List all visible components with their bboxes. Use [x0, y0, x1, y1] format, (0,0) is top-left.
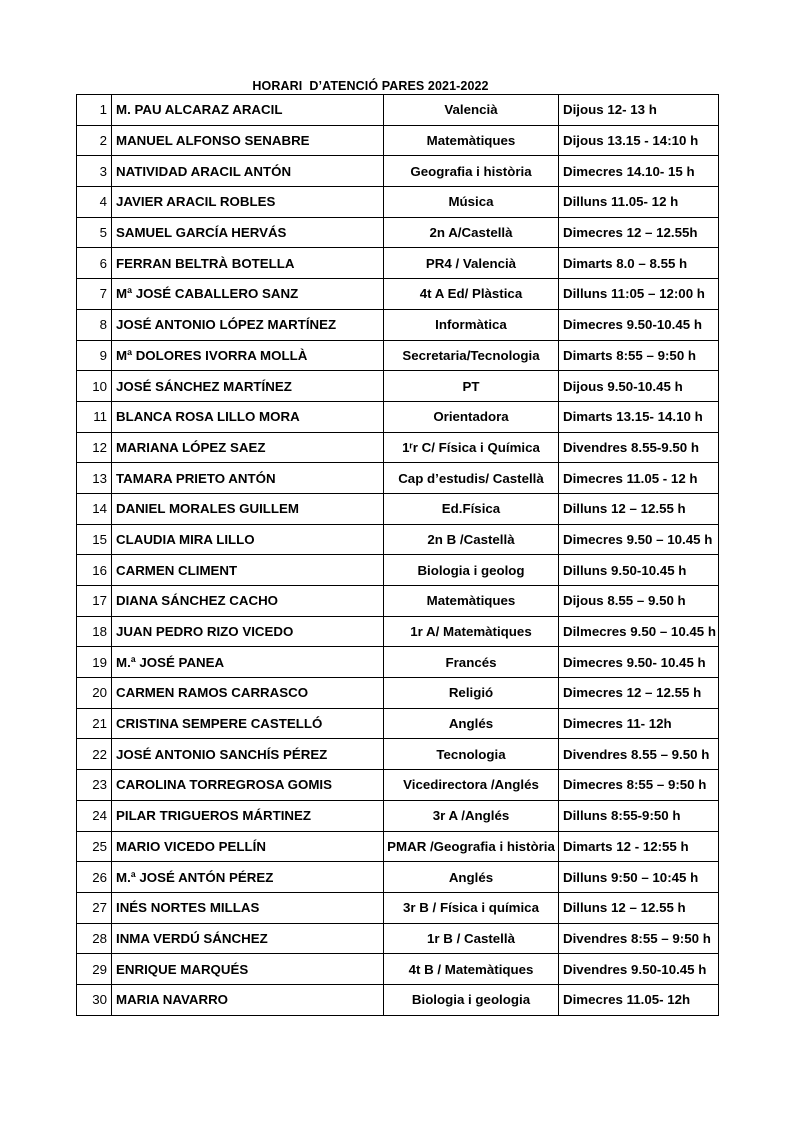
schedule-time: Dimecres 8:55 – 9:50 h: [559, 770, 719, 801]
row-number: 5: [77, 217, 112, 248]
table-row: [77, 739, 719, 770]
row-number: 4: [77, 187, 112, 218]
schedule-time: Dimecres 11.05 - 12 h: [559, 463, 719, 494]
subject-cell: Religió: [384, 678, 559, 709]
subject-cell: PR4 / Valencià: [384, 248, 559, 279]
subject-cell: Matemàtiques: [384, 125, 559, 156]
subject-cell: Francés: [384, 647, 559, 678]
subject-cell: 2n A/Castellà: [384, 217, 559, 248]
document-title: HORARI D’ATENCIÓ PARES 2021-2022: [252, 79, 489, 93]
row-number: 24: [77, 800, 112, 831]
row-number: 21: [77, 708, 112, 739]
teacher-name: JOSÉ SÁNCHEZ MARTÍNEZ: [112, 371, 384, 402]
teacher-name: TAMARA PRIETO ANTÓN: [112, 463, 384, 494]
schedule-time: Dimarts 13.15- 14.10 h: [559, 401, 719, 432]
schedule-time: Dijous 13.15 - 14:10 h: [559, 125, 719, 156]
teacher-name: JOSÉ ANTONIO LÓPEZ MARTÍNEZ: [112, 309, 384, 340]
teacher-name: SAMUEL GARCÍA HERVÁS: [112, 217, 384, 248]
table-row: [77, 279, 719, 310]
table-row: [77, 95, 719, 126]
table-row: [77, 923, 719, 954]
table-row: [77, 248, 719, 279]
table-row: [77, 586, 719, 617]
schedule-table-body: [77, 95, 719, 1016]
teacher-name: MANUEL ALFONSO SENABRE: [112, 125, 384, 156]
table-row: [77, 862, 719, 893]
subject-cell: Vicedirectora /Anglés: [384, 770, 559, 801]
schedule-time: Dijous 9.50-10.45 h: [559, 371, 719, 402]
row-number: 25: [77, 831, 112, 862]
table-row: [77, 770, 719, 801]
teacher-name: M. PAU ALCARAZ ARACIL: [112, 95, 384, 126]
schedule-time: Dimecres 9.50 – 10.45 h: [559, 524, 719, 555]
row-number: 28: [77, 923, 112, 954]
row-number: 11: [77, 401, 112, 432]
schedule-time: Dimecres 9.50- 10.45 h: [559, 647, 719, 678]
subject-cell: Valencià: [384, 95, 559, 126]
table-row: [77, 217, 719, 248]
teacher-name: JOSÉ ANTONIO SANCHÍS PÉREZ: [112, 739, 384, 770]
schedule-time: Dimecres 11- 12h: [559, 708, 719, 739]
table-row: [77, 432, 719, 463]
teacher-name: MARIA NAVARRO: [112, 984, 384, 1015]
subject-cell: 1r B / Castellà: [384, 923, 559, 954]
schedule-time: Divendres 9.50-10.45 h: [559, 954, 719, 985]
subject-cell: Tecnologia: [384, 739, 559, 770]
subject-cell: Orientadora: [384, 401, 559, 432]
table-row: [77, 187, 719, 218]
subject-cell: Biologia i geologia: [384, 984, 559, 1015]
table-row: [77, 616, 719, 647]
teacher-name: MARIANA LÓPEZ SAEZ: [112, 432, 384, 463]
row-number: 12: [77, 432, 112, 463]
schedule-time: Dilluns 9:50 – 10:45 h: [559, 862, 719, 893]
row-number: 30: [77, 984, 112, 1015]
schedule-time: Dilmecres 9.50 – 10.45 h: [559, 616, 719, 647]
teacher-name: CRISTINA SEMPERE CASTELLÓ: [112, 708, 384, 739]
schedule-time: Dimecres 11.05- 12h: [559, 984, 719, 1015]
row-number: 3: [77, 156, 112, 187]
teacher-name: NATIVIDAD ARACIL ANTÓN: [112, 156, 384, 187]
teacher-name: CARMEN CLIMENT: [112, 555, 384, 586]
schedule-time: Dilluns 11.05- 12 h: [559, 187, 719, 218]
subject-cell: Cap d’estudis/ Castellà: [384, 463, 559, 494]
teacher-name: PILAR TRIGUEROS MÁRTINEZ: [112, 800, 384, 831]
row-number: 29: [77, 954, 112, 985]
teacher-name: CAROLINA TORREGROSA GOMIS: [112, 770, 384, 801]
table-row: [77, 678, 719, 709]
row-number: 18: [77, 616, 112, 647]
table-row: [77, 401, 719, 432]
subject-cell: Matemàtiques: [384, 586, 559, 617]
row-number: 1: [77, 95, 112, 126]
teacher-name: CLAUDIA MIRA LILLO: [112, 524, 384, 555]
schedule-time: Dimarts 8:55 – 9:50 h: [559, 340, 719, 371]
table-row: [77, 831, 719, 862]
subject-cell: PT: [384, 371, 559, 402]
subject-cell: 3r B / Física i química: [384, 892, 559, 923]
schedule-time: Dijous 8.55 – 9.50 h: [559, 586, 719, 617]
table-row: [77, 708, 719, 739]
schedule-time: Divendres 8.55 – 9.50 h: [559, 739, 719, 770]
subject-cell: PMAR /Geografia i història: [384, 831, 559, 862]
teacher-name: ENRIQUE MARQUÉS: [112, 954, 384, 985]
row-number: 10: [77, 371, 112, 402]
row-number: 8: [77, 309, 112, 340]
teacher-name: CARMEN RAMOS CARRASCO: [112, 678, 384, 709]
schedule-time: Dimarts 8.0 – 8.55 h: [559, 248, 719, 279]
teacher-name: FERRAN BELTRÀ BOTELLA: [112, 248, 384, 279]
teacher-name: INMA VERDÚ SÁNCHEZ: [112, 923, 384, 954]
schedule-time: Divendres 8:55 – 9:50 h: [559, 923, 719, 954]
schedule-time: Dimarts 12 - 12:55 h: [559, 831, 719, 862]
subject-cell: Secretaria/Tecnologia: [384, 340, 559, 371]
row-number: 26: [77, 862, 112, 893]
subject-cell: Música: [384, 187, 559, 218]
schedule-table: [76, 94, 719, 1016]
subject-cell: 1ʳr C/ Física i Química: [384, 432, 559, 463]
table-row: [77, 309, 719, 340]
subject-cell: Geografia i història: [384, 156, 559, 187]
schedule-time: Dilluns 8:55-9:50 h: [559, 800, 719, 831]
row-number: 6: [77, 248, 112, 279]
teacher-name: Mª DOLORES IVORRA MOLLÀ: [112, 340, 384, 371]
table-row: [77, 125, 719, 156]
schedule-time: Dimecres 14.10- 15 h: [559, 156, 719, 187]
subject-cell: 4t B / Matemàtiques: [384, 954, 559, 985]
row-number: 17: [77, 586, 112, 617]
schedule-time: Dimecres 12 – 12.55 h: [559, 678, 719, 709]
row-number: 23: [77, 770, 112, 801]
subject-cell: 2n B /Castellà: [384, 524, 559, 555]
row-number: 14: [77, 493, 112, 524]
schedule-time: Dilluns 12 – 12.55 h: [559, 892, 719, 923]
table-row: [77, 892, 719, 923]
row-number: 9: [77, 340, 112, 371]
row-number: 20: [77, 678, 112, 709]
schedule-time: Dimecres 12 – 12.55h: [559, 217, 719, 248]
table-row: [77, 463, 719, 494]
teacher-name: DIANA SÁNCHEZ CACHO: [112, 586, 384, 617]
table-row: [77, 371, 719, 402]
row-number: 7: [77, 279, 112, 310]
schedule-time: Dilluns 9.50-10.45 h: [559, 555, 719, 586]
subject-cell: Anglés: [384, 862, 559, 893]
schedule-time: Dilluns 11:05 – 12:00 h: [559, 279, 719, 310]
teacher-name: INÉS NORTES MILLAS: [112, 892, 384, 923]
row-number: 15: [77, 524, 112, 555]
teacher-name: BLANCA ROSA LILLO MORA: [112, 401, 384, 432]
schedule-time: Dijous 12- 13 h: [559, 95, 719, 126]
subject-cell: Informàtica: [384, 309, 559, 340]
row-number: 2: [77, 125, 112, 156]
subject-cell: 4t A Ed/ Plàstica: [384, 279, 559, 310]
table-row: [77, 156, 719, 187]
table-row: [77, 647, 719, 678]
table-row: [77, 340, 719, 371]
table-row: [77, 800, 719, 831]
row-number: 22: [77, 739, 112, 770]
table-row: [77, 984, 719, 1015]
schedule-time: Divendres 8.55-9.50 h: [559, 432, 719, 463]
teacher-name: M.ª JOSÉ ANTÓN PÉREZ: [112, 862, 384, 893]
subject-cell: 3r A /Anglés: [384, 800, 559, 831]
table-row: [77, 524, 719, 555]
schedule-time: Dilluns 12 – 12.55 h: [559, 493, 719, 524]
subject-cell: 1r A/ Matemàtiques: [384, 616, 559, 647]
teacher-name: M.ª JOSÉ PANEA: [112, 647, 384, 678]
table-row: [77, 954, 719, 985]
teacher-name: JAVIER ARACIL ROBLES: [112, 187, 384, 218]
table-row: [77, 493, 719, 524]
subject-cell: Biologia i geolog: [384, 555, 559, 586]
teacher-name: JUAN PEDRO RIZO VICEDO: [112, 616, 384, 647]
subject-cell: Anglés: [384, 708, 559, 739]
teacher-name: MARIO VICEDO PELLÍN: [112, 831, 384, 862]
teacher-name: Mª JOSÉ CABALLERO SANZ: [112, 279, 384, 310]
teacher-name: DANIEL MORALES GUILLEM: [112, 493, 384, 524]
row-number: 19: [77, 647, 112, 678]
table-row: [77, 555, 719, 586]
schedule-time: Dimecres 9.50-10.45 h: [559, 309, 719, 340]
row-number: 13: [77, 463, 112, 494]
subject-cell: Ed.Física: [384, 493, 559, 524]
row-number: 27: [77, 892, 112, 923]
row-number: 16: [77, 555, 112, 586]
